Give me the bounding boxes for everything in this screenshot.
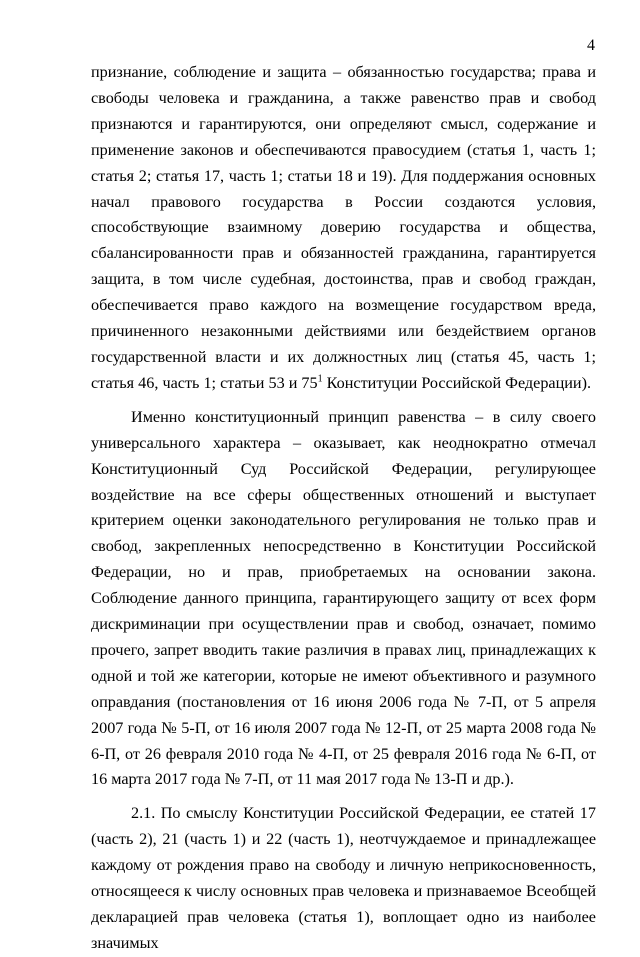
paragraph-3: 2.1. По смыслу Конституции Российской Федерации, ее статей 17 (часть 2), 21 (часть 1) и 22 (часть 1), неотчуждаемое и принадлежащее каждому от рождения право на свободу и личную неприкосновенность, относящееся к числу основных прав человека и признаваемое Всеобщей декларацией прав человека (статья 1), воплощает одно из наиболее значимых xyxy=(91,804,596,952)
article-superscript: 1 xyxy=(317,373,323,385)
page-number: 4 xyxy=(587,37,595,54)
paragraph-1-text: признание, соблюдение и защита – обязанностью государства; права и свободы человека и гражданина, а также равенство прав и свобод признаются и гарантируются, они определяют смысл, содержание и применение законов и обеспечиваются правосудием (статья 1, часть 1; статья 2; статья 17, часть 1; статьи 18 и 19). Для поддержания основных начал правового государства в России создаются условия, способствующие взаимному доверию государства и общества, сбалансированности прав и обязанностей гражданина, гарантируется защита, в том числе судебная, достоинства, прав и свобод граждан, обеспечивается право каждого на возмещение государством вреда, причиненного незаконными действиями или бездействием органов государственной власти и их должностных лиц (статья 45, часть 1; статья 46, часть 1; статьи 53 и 75 xyxy=(91,63,596,392)
document-body xyxy=(91,60,596,957)
paragraph-1-text-end: Конституции Российской Федерации). xyxy=(322,373,592,392)
paragraph-2: Именно конституционный принцип равенства – в силу своего универсального характера – оказывает, как неоднократно отмечал Конституционный Суд Российской Федерации, регулирующее воздействие на все сферы общественных отношений и выступает критерием оценки законодательного регулирования не только прав и свобод, закрепленных непосредственно в Конституции Российской Федерации, но и прав, приобретаемых на основании закона. Соблюдение данного принципа, гарантирующего защиту от всех форм дискриминации при осуществлении прав и свобод, означает, помимо прочего, запрет вводить такие различия в правах лиц, принадлежащих к одной и той же категории, которые не имеют объективного и разумного оправдания (постановления от 16 июня 2006 года № 7-П, от 5 апреля 2007 года № 5-П, от 16 июля 2007 года № 12-П, от 25 марта 2008 года № 6-П, от 26 февраля 2010 года № 4-П, от 25 февраля 2016 года № 6-П, от 16 марта 2017 года № 7-П, от 11 мая 2017 года № 13-П и др.). xyxy=(91,407,596,789)
paragraph-1 xyxy=(91,60,596,397)
